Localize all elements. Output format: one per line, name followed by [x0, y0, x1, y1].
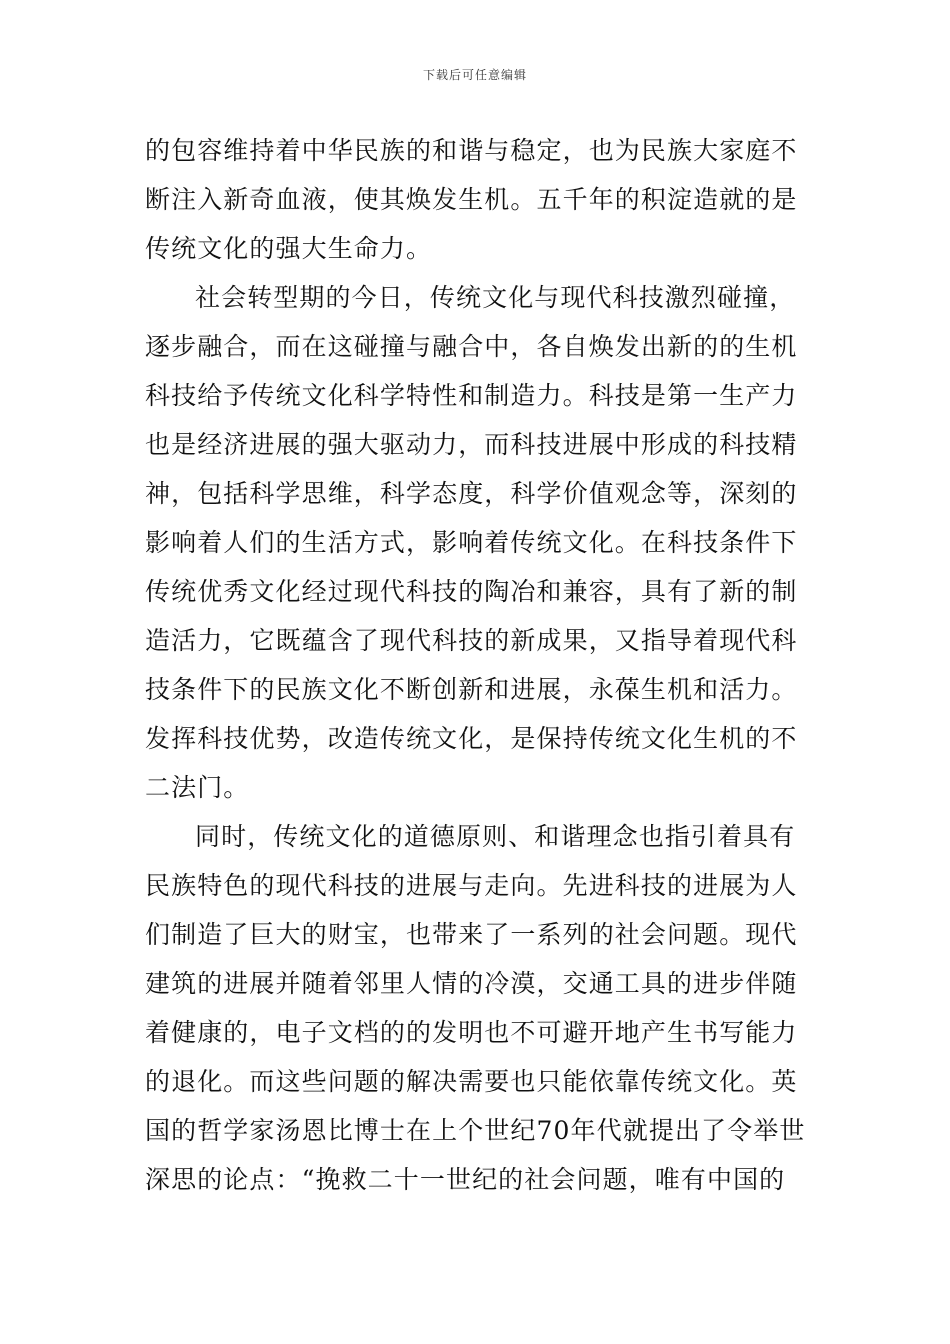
text-line: 们制造了巨大的财宝，也带来了一系列的社会问题。现代 — [145, 920, 798, 949]
text-line: 深思的论点：“挽救二十一世纪的社会问题，唯有中国的 — [145, 1165, 786, 1194]
paragraph-first-line: 同时，传统文化的道德原则、和谐理念也指引着具有 — [195, 822, 796, 851]
text-line: 民族特色的现代科技的进展与走向。先进科技的进展为人 — [145, 871, 798, 900]
text-line: 建筑的进展并随着邻里人情的冷漠，交通工具的进步伴随 — [145, 969, 798, 998]
text-line: 造活力，它既蕴含了现代科技的新成果，又指导着现代科 — [145, 626, 798, 655]
document-body — [145, 126, 805, 1204]
text-line: 科技给予传统文化科学特性和制造力。科技是第一生产力 — [145, 381, 798, 410]
text-line: 国的哲学家汤恩比博士在上个世纪70年代就提出了令举世 — [145, 1116, 806, 1145]
text-line: 逐步融合，而在这碰撞与融合中，各自焕发出新的的生机 — [145, 332, 798, 361]
text-line: 发挥科技优势，改造传统文化，是保持传统文化生机的不 — [145, 724, 798, 753]
text-line: 也是经济进展的强大驱动力，而科技进展中形成的科技精 — [145, 430, 798, 459]
text-line: 着健康的，电子文档的的发明也不可避开地产生书写能力 — [145, 1018, 798, 1047]
text-line: 传统优秀文化经过现代科技的陶冶和兼容，具有了新的制 — [145, 577, 798, 606]
page-header: 下载后可任意编辑 — [422, 68, 527, 82]
text-line: 的包容维持着中华民族的和谐与稳定，也为民族大家庭不 — [145, 136, 798, 165]
text-line: 传统文化的强大生命力。 — [145, 234, 433, 263]
text-line: 断注入新奇血液，使其焕发生机。五千年的积淀造就的是 — [145, 185, 798, 214]
text-line: 的退化。而这些问题的解决需要也只能依靠传统文化。英 — [145, 1067, 798, 1096]
text-line: 神，包括科学思维，科学态度，科学价值观念等，深刻的 — [145, 479, 798, 508]
text-line: 技条件下的民族文化不断创新和进展，永葆生机和活力。 — [145, 675, 798, 704]
text-line: 影响着人们的生活方式，影响着传统文化。在科技条件下 — [145, 528, 798, 557]
paragraph-first-line: 社会转型期的今日，传统文化与现代科技激烈碰撞， — [195, 283, 796, 312]
text-line: 二法门。 — [145, 773, 250, 802]
